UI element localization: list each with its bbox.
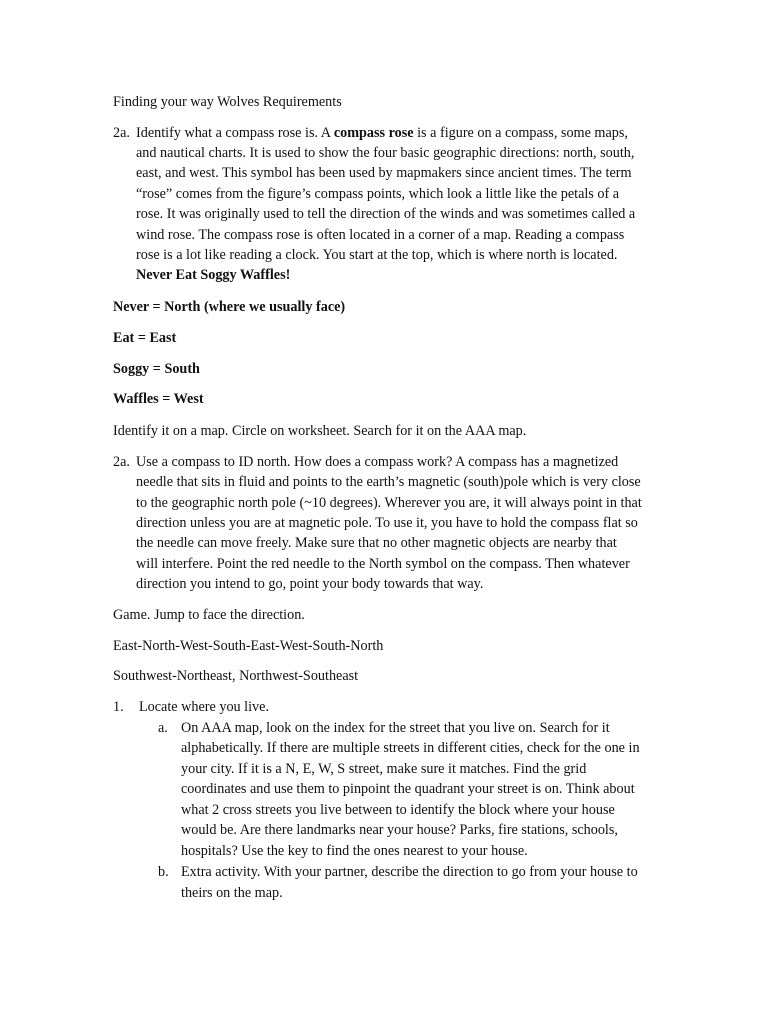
section-number: 2a.	[113, 454, 130, 470]
list-item-text: Locate where you live.	[139, 699, 269, 715]
paragraph-line: On AAA map, look on the index for the street that you live on. Search for it	[181, 720, 610, 736]
paragraph-line: coordinates and use them to pinpoint the quadrant your street is on. Think about	[181, 781, 635, 797]
mnemonic: Never Eat Soggy Waffles!	[136, 267, 291, 283]
sublist-label: b.	[158, 864, 169, 880]
paragraph-line: Use a compass to ID north. How does a compass work? A compass has a magnetized	[136, 454, 619, 470]
paragraph-line: to the geographic north pole (~10 degrees). Wherever you are, it will always point in that	[136, 495, 642, 511]
paragraph-line: theirs on the map.	[181, 885, 283, 901]
paragraph-line: Extra activity. With your partner, describe the direction to go from your house to	[181, 864, 638, 880]
direction-north: Never = North (where we usually face)	[113, 299, 346, 315]
paragraph-line: will interfere. Point the red needle to the North symbol on the compass. Then whatever	[136, 556, 630, 572]
paragraph-line: wind rose. The compass rose is often located in a corner of a map. Reading a compass	[136, 227, 625, 243]
direction-sequence: East-North-West-South-East-West-South-North	[113, 638, 384, 654]
paragraph-line: “rose” comes from the figure’s compass points, which look a little like the petals of a	[136, 186, 620, 202]
identify-instruction: Identify it on a map. Circle on worksheet. Search for it on the AAA map.	[113, 423, 527, 439]
direction-south: Soggy = South	[113, 361, 200, 377]
text-run: is a figure on a compass, some maps,	[413, 125, 628, 141]
paragraph-line: direction unless you are at magnetic pole. To use it, you have to hold the compass flat so	[136, 515, 638, 531]
document-title: Finding your way Wolves Requirements	[113, 94, 342, 110]
paragraph-line: would be. Are there landmarks near your house? Parks, fire stations, schools,	[181, 822, 618, 838]
direction-west: Waffles = West	[113, 391, 204, 407]
paragraph-line: direction you intend to go, point your body towards that way.	[136, 576, 484, 592]
direction-east: Eat = East	[113, 330, 177, 346]
direction-sequence: Southwest-Northeast, Northwest-Southeast	[113, 668, 359, 684]
game-instruction: Game. Jump to face the direction.	[113, 607, 305, 623]
paragraph-line: east, and west. This symbol has been used by mapmakers since ancient times. The term	[136, 165, 632, 181]
sublist-label: a.	[158, 720, 168, 736]
paragraph-line: what 2 cross streets you live between to identify the block where your house	[181, 802, 615, 818]
paragraph-line	[136, 123, 628, 143]
paragraph-line: and nautical charts. It is used to show the four basic geographic directions: north, south,	[136, 145, 635, 161]
paragraph-line: rose. It was originally used to tell the direction of the winds and was sometimes called a	[136, 206, 636, 222]
paragraph-line: the needle can move freely. Make sure that no other magnetic objects are nearby that	[136, 535, 617, 551]
paragraph-line: needle that sits in fluid and points to the earth’s magnetic (south)pole which is very close	[136, 474, 641, 490]
text-run: Identify what a compass rose is. A	[136, 125, 334, 141]
paragraph-line: hospitals? Use the key to find the ones nearest to your house.	[181, 843, 528, 859]
list-number: 1.	[113, 699, 124, 715]
section-number: 2a.	[113, 125, 130, 141]
paragraph-line: rose is a lot like reading a clock. You start at the top, which is where north is located.	[136, 247, 618, 263]
bold-term: compass rose	[333, 125, 414, 141]
paragraph-line: your city. If it is a N, E, W, S street, make sure it matches. Find the grid	[181, 761, 587, 777]
paragraph-line: alphabetically. If there are multiple streets in different cities, check for the one in	[181, 740, 640, 756]
